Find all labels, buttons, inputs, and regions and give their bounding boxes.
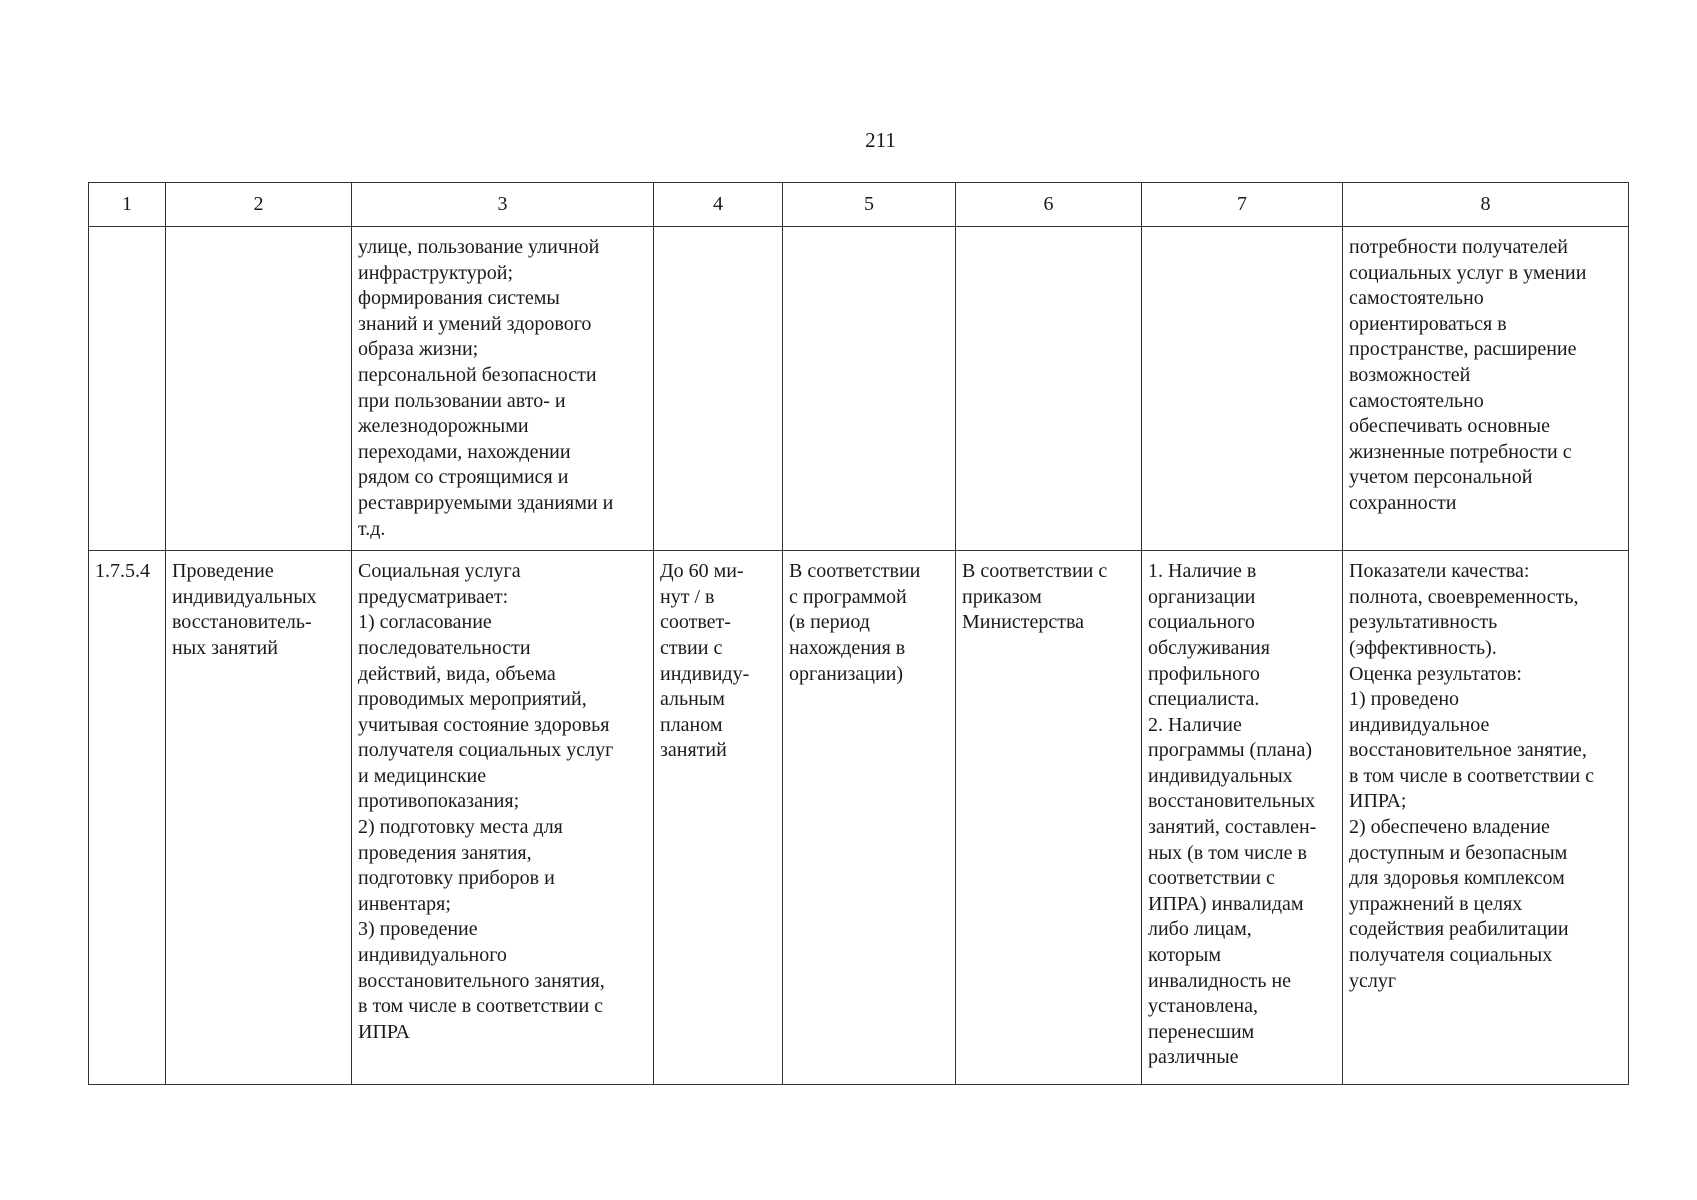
- row-2-cell-frequency: В соответствии с программой (в период нахождения в организации): [783, 551, 956, 1085]
- row-1-cell-duration: [654, 227, 783, 551]
- column-header-3: 3: [352, 183, 654, 227]
- column-header-4: 4: [654, 183, 783, 227]
- column-header-8: 8: [1343, 183, 1629, 227]
- column-header-1: 1: [89, 183, 166, 227]
- table-row: [89, 227, 1629, 551]
- services-table: [88, 182, 1629, 1085]
- row-1-cell-code: [89, 227, 166, 551]
- row-2-cell-conditions: 1. Наличие в организации социального обслуживания профильного специалиста. 2. Наличие программы (плана) индивидуальных восстановительных занятий, составлен- ных (в том числе в соответствии с ИПРА) инвалидам либо лицам, которым инвалидность не установлена, перенесшим различные: [1142, 551, 1343, 1085]
- table-row: [89, 551, 1629, 1085]
- column-header-6: 6: [956, 183, 1142, 227]
- row-2-cell-duration: До 60 ми- нут / в соответ- ствии с индивиду- альным планом занятий: [654, 551, 783, 1085]
- column-header-5: 5: [783, 183, 956, 227]
- column-header-2: 2: [166, 183, 352, 227]
- row-2-cell-quality: Показатели качества: полнота, своевременность, результативность (эффективность). Оценка результатов: 1) проведено индивидуальное восстановительное занятие, в том числе в соответствии с ИПРА; 2) обеспечено владение доступным и безопасным для здоровья комплексом упражнений в целях содействия реабилитации получателя социальных услуг: [1343, 551, 1629, 1085]
- row-2-cell-name: Проведение индивидуальных восстановитель- ных занятий: [166, 551, 352, 1085]
- row-1-cell-name: [166, 227, 352, 551]
- row-2-cell-code: 1.7.5.4: [89, 551, 166, 1085]
- row-1-cell-frequency: [783, 227, 956, 551]
- row-2-cell-description: Социальная услуга предусматривает: 1) согласование последовательности действий, вида, объема проводимых мероприятий, учитывая состояние здоровья получателя социальных услуг и медицинские противопоказания; 2) подготовку места для проведения занятия, подготовку приборов и инвентаря; 3) проведение индивидуального восстановительного занятия, в том числе в соответствии с ИПРА: [352, 551, 654, 1085]
- page-number: 211: [865, 128, 896, 152]
- row-1-cell-tariff: [956, 227, 1142, 551]
- row-1-cell-quality: потребности получателей социальных услуг в умении самостоятельно ориентироваться в пространстве, расширение возможностей самостоятельно обеспечивать основные жизненные потребности с учетом персональной сохранности: [1343, 227, 1629, 551]
- column-header-7: 7: [1142, 183, 1343, 227]
- row-1-cell-conditions: [1142, 227, 1343, 551]
- row-1-cell-description: улице, пользование уличной инфраструктурой; формирования системы знаний и умений здорового образа жизни; персональной безопасности при пользовании авто- и железнодорожными переходами, нахождении рядом со строящимися и реставрируемыми зданиями и т.д.: [352, 227, 654, 551]
- row-2-cell-tariff: В соответствии с приказом Министерства: [956, 551, 1142, 1085]
- table-header-row: [89, 183, 1629, 227]
